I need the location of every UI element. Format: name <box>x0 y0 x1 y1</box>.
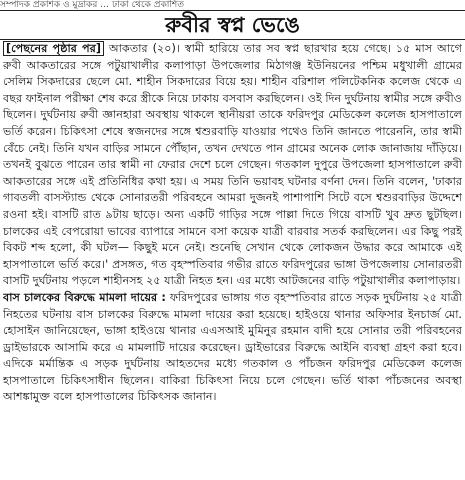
paragraph-2-text: ফরিদপুরের ভাঙ্গায় গত বৃহস্পতিবার রাতে সড়ক দুর্ঘটনায় ২৫ যাত্রী নিহতের ঘটনায় বাস চালকের বিরুদ্ধে মামলা দায়ের করা হয়েছে। হাইওয়ে থানার অফিসার ইনচার্জ মো. হোসাইন জানিয়েছেন, ভাঙ্গা হাইওয়ে থানার এএসআই মুমিনুর রহমান বাদী হয়ে সোনার তরী পরিবহনের ড্রাইভারকে আসামি করে এ মামলাটি দায়ের করেছেন। ড্রাইভারের বিরুদ্ধে আইনি ব্যবস্থা গ্রহণ করা হবে। এদিকে মর্মান্তিক এ সড়ক দুর্ঘটনায় আহতদের মধ্যে গতকাল ও পাঁচজন ফরিদপুর মেডিকেল কলেজ হাসপাতালে চিকিৎসাধীন ছিলেন। বাকিরা চিকিৎসা নিয়ে চলে গেছেন। ভর্তি থাকা পাঁচজনের অবস্থা আশঙ্কামুক্ত বলে হাসপাতালের চিকিৎসক জানান। <box>3 290 462 404</box>
article-headline: রুবীর স্বপ্ন ভেঙে <box>165 12 300 37</box>
headline-divider <box>0 39 465 40</box>
article-body <box>3 41 462 477</box>
masthead-strip: সম্পাদক প্রকাশক ও মুদ্রাকর … ঢাকা থেকে প্রকাশিত <box>0 0 185 10</box>
paragraph-1 <box>3 41 462 290</box>
paragraph-2 <box>3 290 462 406</box>
top-divider <box>0 10 465 11</box>
paragraph-1-text: আকতার (২০)। স্বামী হারিয়ে তার সব স্বপ্ন ছারখার হয়ে গেছে। ১৫ মাস আগে রুবী আকতারের সঙ্গে পটুয়াখালীর কলাপাড়া উপজেলার মিঠাগঞ্জ ইউনিয়নের পশ্চিম মধুখালী গ্রামের সেলিম সিকদারের ছেলে মো. শাহীন সিকদারের বিয়ে হয়। শাহীন বরিশাল পলিটেকনিক কলেজ থেকে এ বছর ফাইনাল পরীক্ষা শেষ করে স্ত্রীকে নিয়ে ঢাকায় বসবাস করছিলেন। ওই দিন দুর্ঘটনায় স্বামীর সঙ্গে রুবীও ছিলেন। দুর্ঘটনায় রুবী জ্ঞানহারা অবস্থায় থাকলে স্থানীয়রা তাকে ফরিদপুর মেডিকেল কলেজ হাসপাতালে ভর্তি করেন। চিকিৎসা শেষে স্বজনদের সঙ্গে শ্বশুরবাড়ি যাওয়ার পথেও তিনি জানতে পারেননি, তার স্বামী বেঁচে নেই। তিনি যখন বাড়ির সামনে পৌঁছান, তখন দেখতে পান গ্রামের অনেক লোক জানাজায় দাঁড়িয়ে। তখনই বুঝতে পারেন তার স্বামী না ফেরার দেশে চলে গেছেন। গতকাল দুপুরে উপজেলা হাসপাতালে রুবী আকতারের সঙ্গে এই প্রতিনিধির কথা হয়। এ সময় তিনি ভয়াবহ ঘটনার বর্ণনা দেন। তিনি বলেন, 'ঢাকার গাবতলী বাসস্ট্যান্ড থেকে সোনারতরী পরিবহনে আমরা দুজনই পাশাপাশি সিটে বসে শ্বশুরবাড়ির উদ্দেশে রওনা হই। বাসটি রাত ৯টায় ছাড়ে। অন্য একটি গাড়ির সঙ্গে পাল্লা দিতে গিয়ে বাসটি খুব দ্রুত ছুটছিল। চালকের এই বেপরোয়া ভাবের ব্যাপারে সামনে বসা কয়েক যাত্রী বারবার সতর্ক করছিলেন। এর কিছু পরই বিকট শব্দ হলো, কী ঘটল— কিছুই মনে নেই। শুনেছি সেখান থেকে লোকজন উদ্ধার করে আমাকে এই হাসপাতালে ভর্তি করে।' প্রসঙ্গত, গত বৃহস্পতিবার গভীর রাতে ফরিদপুরের ভাঙ্গা উপজেলায় সোনারতরী বাসটি দুর্ঘটনায় পড়লে শাহীনসহ ২৫ যাত্রী নিহত হন। এর মধ্যে আটজনের বাড়ি পটুয়াখালীর কলাপাড়ায়। <box>3 42 462 288</box>
continued-from-label: [পেছনের পৃষ্ঠার পর] <box>3 41 104 56</box>
section-subhead: বাস চালকের বিরুদ্ধে মামলা দায়ের : <box>3 290 166 304</box>
